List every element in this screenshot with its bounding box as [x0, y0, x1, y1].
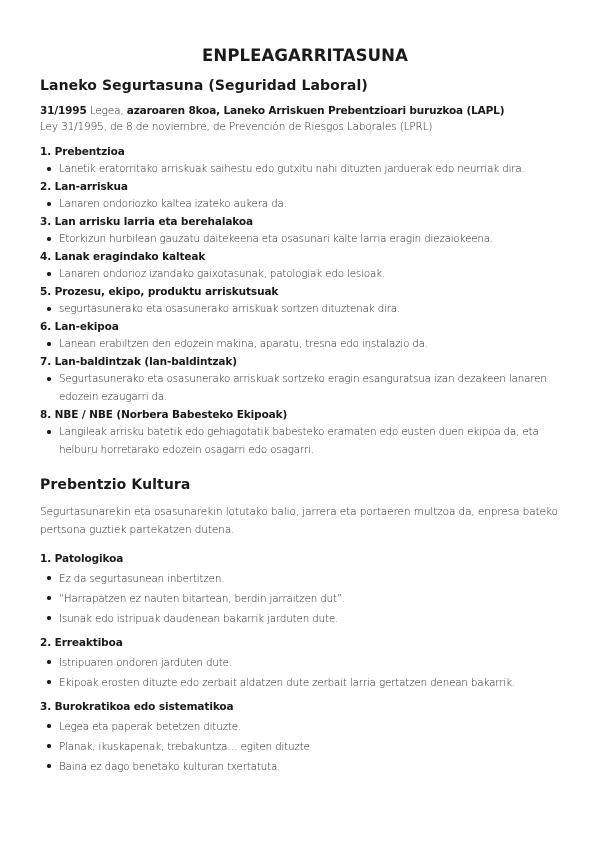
term-item [40, 320, 570, 353]
term-item [40, 145, 570, 178]
term-description: Segurtasunerako eta osasunerako arriskuak sortzeko eragin esanguratsua izan dezakeen lanaren edozein ezaugarri da. [59, 370, 570, 406]
document-page [40, 46, 570, 785]
category-item: Ekipoak erosten dituzte edo zerbait aldatzen dute zerbait larria gertatzen denean bakarrik. [59, 673, 570, 693]
category-title: 2. Erreaktiboa [40, 637, 123, 649]
term-item [40, 180, 570, 213]
category-item: Baina ez dago benetako kulturan txertatuta. [59, 757, 570, 777]
category-item: Planak, ikuskapenak, trebakuntza… egiten dituzte [59, 737, 570, 757]
category-item: “Harrapatzen ez nauten bitartean, berdin jarraitzen dut”. [59, 589, 570, 609]
law-number: 31/1995 [40, 105, 87, 117]
category-item: Istripuaren ondoren jarduten dute. [59, 653, 570, 673]
term-title: 2. Lan-arriskua [40, 181, 128, 193]
category-title: 3. Burokratikoa edo sistematikoa [40, 701, 234, 713]
term-title: 4. Lanak eragindako kalteak [40, 251, 206, 263]
term-title: 8. NBE / NBE (Norbera Babesteko Ekipoak) [40, 409, 288, 421]
term-title: 3. Lan arrisku larria eta berehalakoa [40, 216, 254, 228]
law-mid-text: Legea, [86, 105, 127, 117]
law-spanish-title: Ley 31/1995, de 8 de noviembre, de Prevención de Riesgos Laborales (LPRL) [40, 121, 433, 133]
category-title: 1. Patologikoa [40, 553, 124, 565]
section-heading-culture: Prebentzio Kultura [40, 477, 191, 493]
term-description: Lanean erabiltzen den edozein makina, aparatu, tresna edo instalazio da. [59, 335, 570, 353]
term-item [40, 285, 570, 318]
category-item: Legea eta paperak betetzen dituzte. [59, 717, 570, 737]
term-item [40, 408, 570, 459]
culture-category [40, 553, 570, 629]
term-title: 5. Prozesu, ekipo, produktu arriskutsuak [40, 286, 279, 298]
terms-list [40, 145, 570, 459]
category-item: Ez da segurtasunean inbertitzen. [59, 569, 570, 589]
term-description: segurtasunerako eta osasunerako arriskuak sortzen dituztenak dira. [59, 300, 570, 318]
culture-category [40, 637, 570, 693]
term-description: Langileak arrisku batetik edo gehiagotatik babesteko eramaten edo eusten duen ekipoa da, eta helburu horretarako edozein osagarri edo osagarri. [59, 423, 570, 459]
category-item: Isunak edo istripuak daudenean bakarrik jarduten dute. [59, 609, 570, 629]
term-title: 1. Prebentzioa [40, 146, 125, 158]
law-bold-title: azaroaren 8koa, Laneko Arriskuen Prebentzioari buruzkoa (LAPL) [126, 105, 505, 117]
term-item [40, 355, 570, 406]
term-title: 6. Lan-ekipoa [40, 321, 119, 333]
page-title: ENPLEAGARRITASUNA [202, 46, 408, 65]
term-item [40, 215, 570, 248]
term-description: Etorkizun hurbilean gauzatu daitekeena eta osasunari kalte larria eragin diezaiokeena. [59, 230, 570, 248]
term-description: Lanetik eratorritako arriskuak saihestu edo gutxitu nahi dituzten jarduerak edo neurriak dira. [59, 160, 570, 178]
law-reference [40, 103, 570, 135]
section-heading-safety: Laneko Segurtasuna (Seguridad Laboral) [40, 78, 368, 94]
term-title: 7. Lan-baldintzak (lan-baldintzak) [40, 356, 237, 368]
culture-intro: Segurtasunarekin eta osasunarekin lotutako balio, jarrera eta portaeren multzoa da, enpresa bateko pertsona guztiek partekatzen dutena. [40, 506, 558, 536]
culture-category [40, 701, 570, 777]
term-item [40, 250, 570, 283]
term-description: Lanaren ondoriozko kaltea izateko aukera da. [59, 195, 570, 213]
term-description: Lanaren ondorioz izandako gaixotasunak, patologiak edo lesioak. [59, 265, 570, 283]
